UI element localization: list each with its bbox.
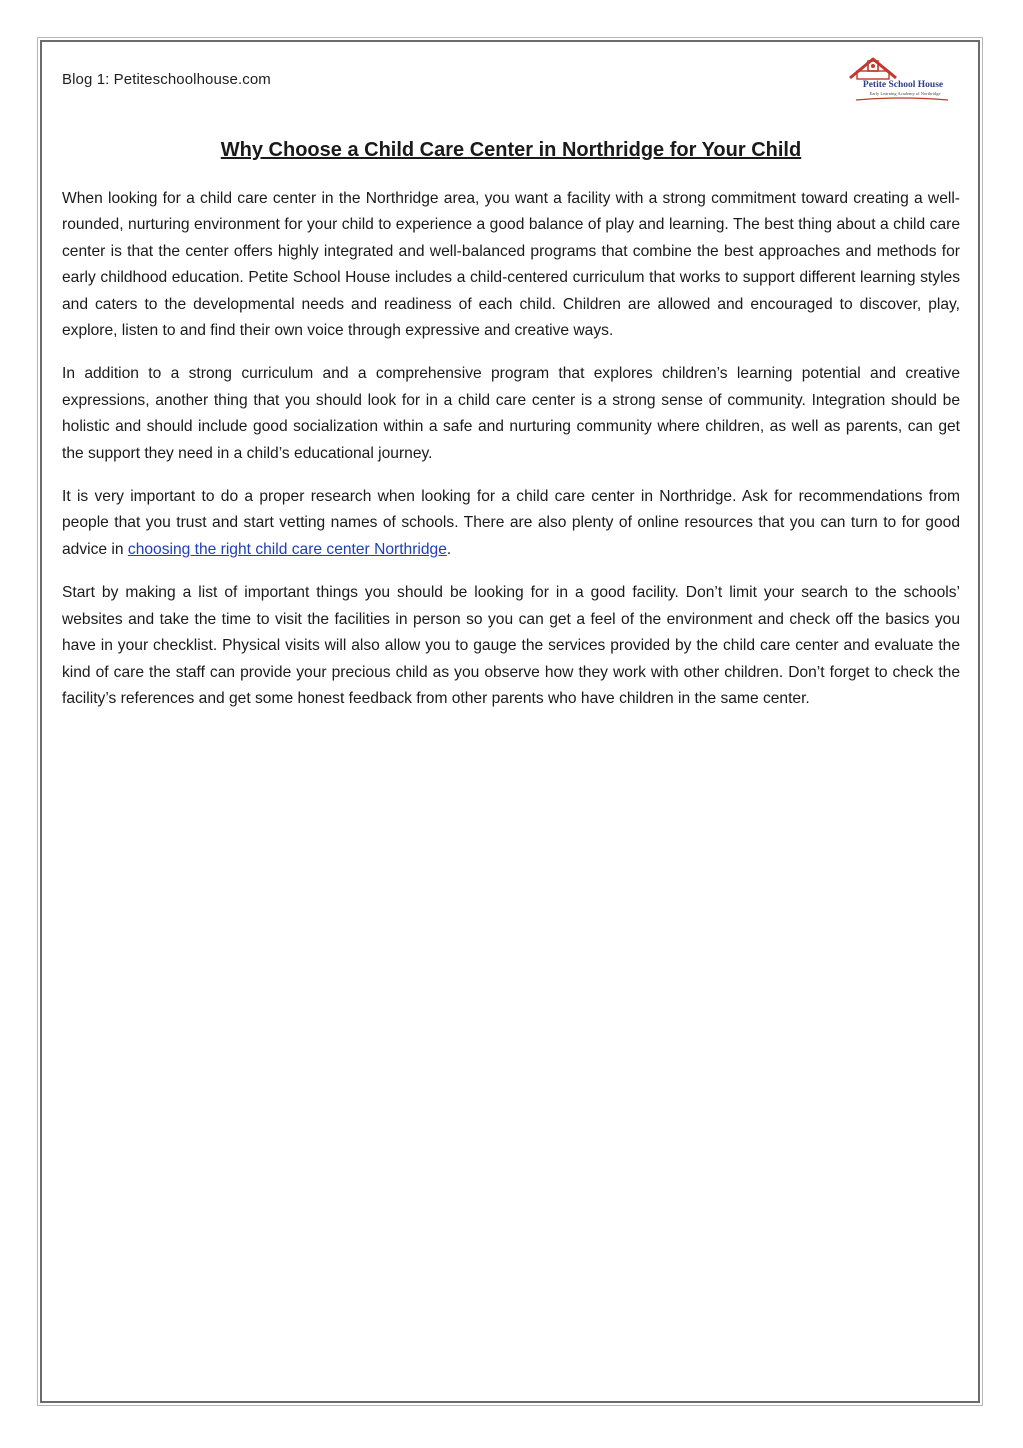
school-logo bbox=[846, 56, 952, 104]
paragraph-1: When looking for a child care center in the Northridge area, you want a facility with a strong commitment toward creating a well-rounded, nurturing environment for your child to experience a good balance of play and learning. The best thing about a child care center is that the center offers highly integrated and well-balanced programs that combine the best approaches and methods for early childhood education. Petite School House includes a child-centered curriculum that works to support different learning styles and caters to the developmental needs and readiness of each child. Children are allowed and encouraged to discover, play, explore, listen to and find their own voice through expressive and creative ways. bbox=[62, 190, 960, 340]
article-body bbox=[62, 186, 960, 729]
blog-header-label: Blog 1: Petiteschoolhouse.com bbox=[62, 71, 271, 88]
logo-tagline: Early Learning Academy of Northridge bbox=[869, 91, 941, 96]
paragraph-2: In addition to a strong curriculum and a comprehensive program that explores children’s learning potential and creative expressions, another thing that you should look for in a child care center is a strong sense of community. Integration should be holistic and should include good socialization within a safe and nurturing community where children, as well as parents, can get the support they need in a child’s educational journey. bbox=[62, 365, 960, 462]
logo-name: Petite School House bbox=[862, 80, 944, 90]
article-title: Why Choose a Child Care Center in Northridge for Your Child bbox=[220, 139, 802, 161]
paragraph-4: Start by making a list of important things you should be looking for in a good facility. Don’t limit your search to the schools’ websites and take the time to visit the facilities in person so you can get a feel of the environment and check off the basics you have in your checklist. Physical visits will also allow you to gauge the services provided by the child care center and evaluate the kind of care the staff can provide your precious child as you observe how they work with other children. Don’t forget to check the facility’s references and get some honest feedback from other parents who have children in the same center. bbox=[62, 584, 960, 707]
child-care-center-link[interactable]: choosing the right child care center Northridge bbox=[127, 540, 447, 558]
paragraph-3-text: It is very important to do a proper research when looking for a child care center in Northridge. Ask for recommendations from people that you trust and start vetting names of schools. There are also plenty of online resources that you can turn to for good advice in bbox=[62, 488, 960, 558]
paragraph-3 bbox=[62, 484, 960, 563]
paragraph-3-end: . bbox=[446, 540, 452, 558]
